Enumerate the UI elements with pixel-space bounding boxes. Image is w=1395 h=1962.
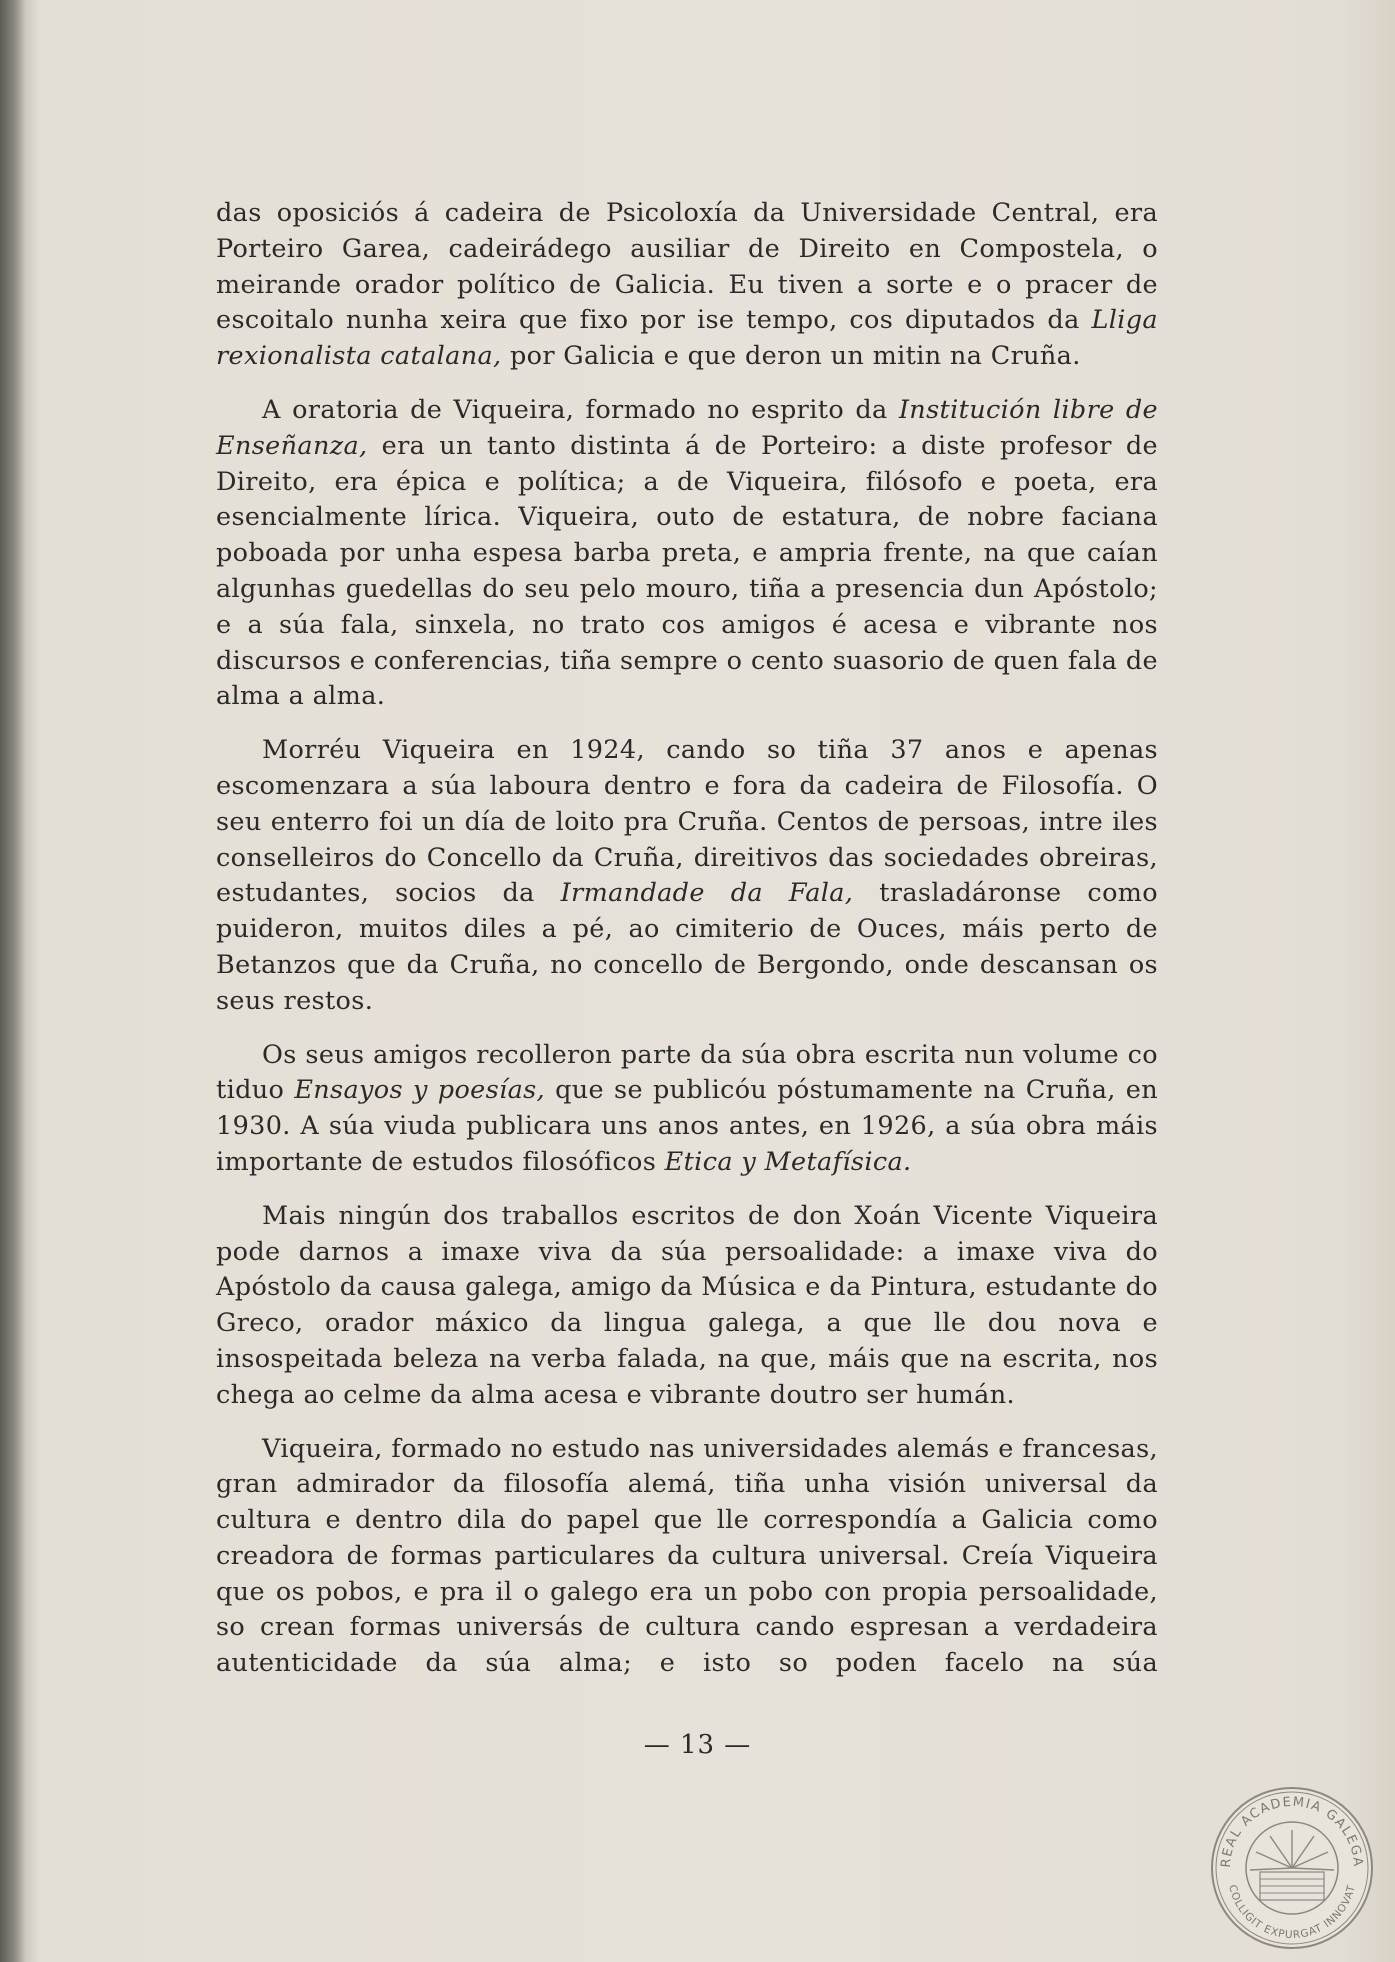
text-segment: Viqueira, formado no estudo nas universidades alemás e francesas, gran admirador da filosofía alemá, tiña unha visión universal da cultura e dentro dila do papel que lle correspondía a Galicia como creadora de formas particulares da cultura universal. Creía Viqueira que os pobos, e pra il o galego era un pobo con propia persoalidade, so crean formas universás de cultura cando espresan a verdadeira autenticidade da súa alma; e isto so poden facelo na súa xyxy=(216,1433,1158,1679)
academy-seal-icon xyxy=(1208,1784,1376,1952)
text-segment: das oposiciós á cadeira de Psicoloxía da Universidade Central, era Porteiro Garea, cadeirádego ausiliar de Direito en Compostela, o meirande orador político de Galicia. Eu tiven a sorte e o pracer de escoitalo nunha xeira que fixo por ise tempo, cos diputados da xyxy=(216,198,1158,336)
body-text xyxy=(216,196,1158,1700)
italic-title: Lliga rexionalista catalana, xyxy=(216,305,1158,372)
text-segment: Morréu Viqueira en 1924, cando so tiña 37 anos e apenas escomenzara a súa laboura dentro e fora da cadeira de Filosofía. O seu enterro foi un día de loito pra Cruña. Centos de persoas, intre iles conselleiros do Concello da Cruña, direitivos das sociedades obreiras, estudantes, socios da xyxy=(216,735,1158,909)
text-segment: Mais ningún dos traballos escritos de don Xoán Vicente Viqueira pode darnos a imaxe viva da súa persoalidade: a imaxe viva do Apóstolo da causa galega, amigo da Música e da Pintura, estudante do Greco, orador máxico da lingua galega, a que lle dou nova e insospeitada beleza na verba falada, na que, máis que na escrita, nos chega ao celme da alma acesa e vibrante doutro ser humán. xyxy=(216,1200,1158,1410)
text-segment: por Galicia e que deron un mitin na Cruña. xyxy=(501,341,1081,372)
italic-title: Etica y Metafísica. xyxy=(664,1146,912,1177)
seal-text-bottom: COLLIGIT EXPURGAT INNOVAT xyxy=(1226,1883,1358,1942)
seal-text-top: REAL ACADEMIA GALEGA xyxy=(1218,1794,1366,1869)
italic-title: Ensayos y poesías, xyxy=(294,1075,546,1106)
text-segment: que se publicóu póstumamente na Cruña, en 1930. A súa viuda publicara uns anos antes, en 1926, a súa obra máis importante de estudos filosóficos xyxy=(216,1075,1158,1177)
paragraph-3 xyxy=(216,733,1158,1019)
page-number: — 13 — xyxy=(643,1730,752,1760)
paragraph-1 xyxy=(216,196,1158,375)
paragraph-2 xyxy=(216,393,1158,715)
paragraph-5 xyxy=(216,1199,1158,1414)
text-segment: trasladáronse como puideron, muitos diles a pé, ao cimiterio de Ouces, máis perto de Betanzos que da Cruña, no concello de Bergondo, onde descansan os seus restos. xyxy=(216,878,1159,1016)
paragraph-6 xyxy=(216,1432,1158,1683)
text-segment: A oratoria de Viqueira, formado no esprito da xyxy=(262,394,899,425)
paragraph-4 xyxy=(216,1038,1158,1181)
text-segment: Os seus amigos recolleron parte da súa obra escrita nun volume co tiduo xyxy=(216,1039,1158,1106)
italic-title: Irmandade da Fala, xyxy=(560,878,854,909)
text-segment: era un tanto distinta á de Porteiro: a diste profesor de Direito, era épica e política; a de Viqueira, filósofo e poeta, era esencialmente lírica. Viqueira, outo de estatura, de nobre faciana poboada por unha espesa barba preta, e ampria frente, na que caían algunhas guedellas do seu pelo mouro, tiña a presencia dun Apóstolo; e a súa fala, sinxela, no trato cos amigos é acesa e vibrante nos discursos e conferencias, tiña sempre o cento suasorio de quen fala de alma a alma. xyxy=(216,430,1158,712)
italic-title: Institución libre de Enseñanza, xyxy=(216,394,1158,461)
